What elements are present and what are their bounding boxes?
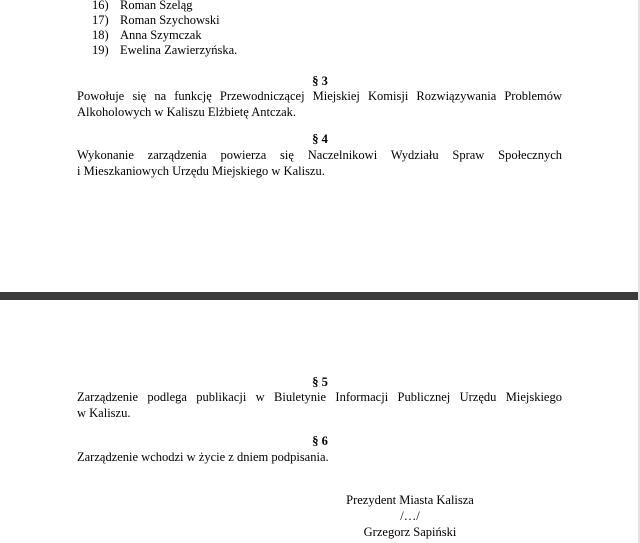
section-6-heading xyxy=(0,433,640,449)
list-item-name: Roman Szeląg xyxy=(120,0,193,12)
section-5-heading xyxy=(0,374,640,390)
section-5-title: § 5 xyxy=(312,375,328,389)
list-item-number: 16) xyxy=(92,0,109,12)
page-separator xyxy=(0,292,640,300)
section-4-line-1: Wykonanie zarządzenia powierza się Naczelnikowi Wydziału Spraw Społecznych xyxy=(77,148,562,162)
signature-mark: /…/ xyxy=(400,509,420,523)
section-3-heading xyxy=(0,73,640,89)
section-6-title: § 6 xyxy=(312,434,328,448)
list-item xyxy=(92,12,220,28)
section-5-line-1: Zarządzenie podlega publikacji w Biuletynie Informacji Publicznej Urzędu Miejskiego xyxy=(77,390,562,404)
list-item xyxy=(92,27,202,43)
section-3-line-2: Alkoholowych w Kaliszu Elżbietę Antczak. xyxy=(77,105,297,119)
section-6-paragraph xyxy=(77,449,562,465)
list-item-number: 19) xyxy=(92,43,109,57)
list-item-number: 18) xyxy=(92,28,109,42)
section-6-line-1: Zarządzenie wchodzi w życie z dniem podpisania. xyxy=(77,450,329,464)
section-3-paragraph xyxy=(77,88,562,120)
section-4-line-2: i Mieszkaniowych Urzędu Miejskiego w Kaliszu. xyxy=(77,164,325,178)
list-item-number: 17) xyxy=(92,13,109,27)
list-item-name: Roman Szychowski xyxy=(120,13,220,27)
signature-role: Prezydent Miasta Kalisza xyxy=(346,493,474,507)
section-4-paragraph xyxy=(77,147,562,179)
list-item-name: Ewelina Zawierzyńska. xyxy=(120,43,238,57)
section-4-title: § 4 xyxy=(312,132,328,146)
section-5-paragraph xyxy=(77,389,562,421)
section-5-line-2: w Kaliszu. xyxy=(77,406,131,420)
section-3-line-1: Powołuje się na funkcję Przewodniczącej Miejskiej Komisji Rozwiązywania Problemów xyxy=(77,89,562,103)
signature-name: Grzegorz Sapiński xyxy=(363,525,457,539)
list-item-name: Anna Szymczak xyxy=(120,28,202,42)
list-item xyxy=(92,42,237,58)
document-page-2 xyxy=(0,300,640,543)
section-4-heading xyxy=(0,131,640,147)
section-3-title: § 3 xyxy=(312,74,328,88)
